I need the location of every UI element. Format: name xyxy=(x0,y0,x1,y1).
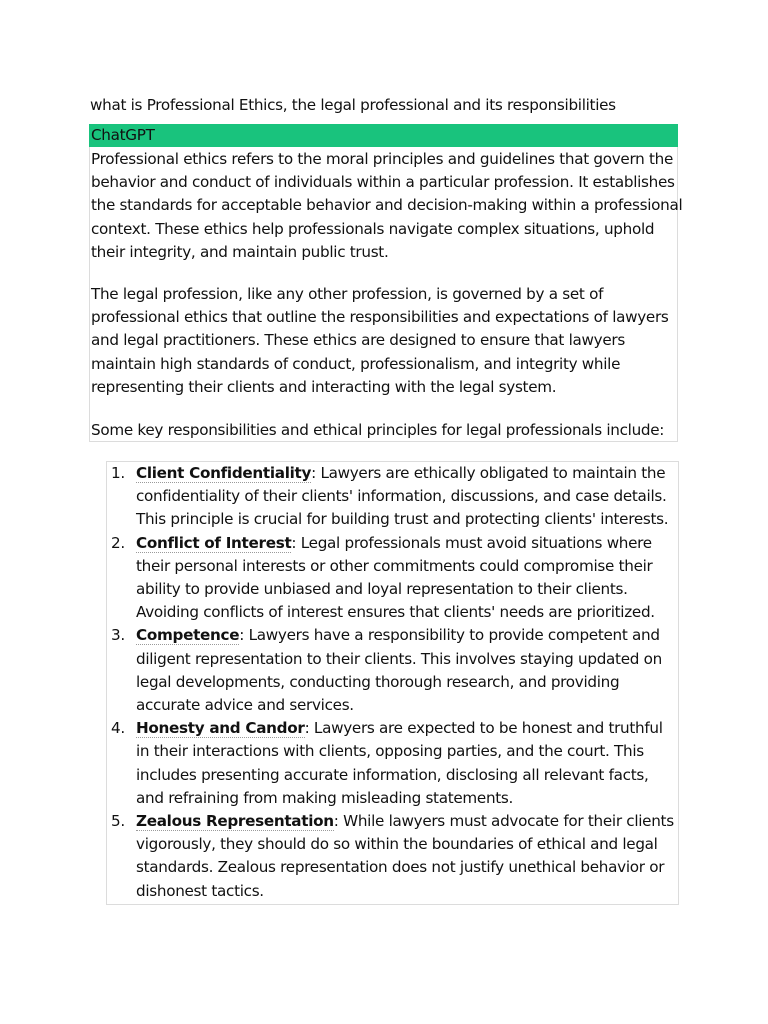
responsibilities-list xyxy=(106,461,679,903)
answer-paragraph-2: The legal profession, like any other profession, is governed by a set of professional ethics that outline the responsibilities and expectations of lawyers and legal practitioners. These ethics are designed to ensure that lawyers maintain high standards of conduct, professionalism, and integrity while representing their clients and interacting with the legal system. xyxy=(91,285,669,396)
list-item-number: 3. xyxy=(111,626,125,645)
list-item-text: : While lawyers must advocate for their clients vigorously, they should do so within the boundaries of ethical and legal standards. Zealous representation does not justify unethical behavior or dishonest tactics. xyxy=(136,812,674,900)
chatgpt-speaker-bar: ChatGPT xyxy=(89,124,678,147)
list-item-text: : Lawyers have a responsibility to provide competent and diligent representation to their clients. This involves staying updated on legal developments, conducting thorough research, and providing accurate advice and services. xyxy=(136,626,662,715)
list-item xyxy=(106,717,679,810)
user-question: what is Professional Ethics, the legal professional and its responsibilities xyxy=(90,96,616,114)
list-item-number: 5. xyxy=(111,812,125,831)
list-item xyxy=(106,810,679,903)
answer-paragraph-1: Professional ethics refers to the moral principles and guidelines that govern the behavior and conduct of individuals within a particular profession. It establishes the standards for acceptable behavior and decision-making within a professional context. These ethics help professionals navigate complex situations, uphold their integrity, and maintain public trust. xyxy=(91,150,683,261)
list-item-number: 4. xyxy=(111,719,125,738)
answer-paragraph-3: Some key responsibilities and ethical principles for legal professionals include: xyxy=(91,421,665,439)
list-item xyxy=(106,532,679,625)
list-item-term: Conflict of Interest xyxy=(136,533,292,552)
list-item-text: : Lawyers are expected to be honest and truthful in their interactions with clients, opposing parties, and the court. This includes presenting accurate information, disclosing all relevant facts, and refraining from making misleading statements. xyxy=(136,719,663,807)
list-item-text: : Lawyers are ethically obligated to maintain the confidentiality of their clients' information, discussions, and case details. This principle is crucial for building trust and protecting clients' interests. xyxy=(136,464,669,529)
list-item-term: Competence xyxy=(136,626,240,645)
list-item-term: Client Confidentiality xyxy=(136,464,312,482)
list-item xyxy=(106,462,679,532)
list-item-number: 1. xyxy=(111,464,125,482)
list-item-text: : Legal professionals must avoid situations where their personal interests or other commitments could compromise their ability to provide unbiased and loyal representation to their clients. Avoiding conflicts of interest ensures that clients' needs are prioritized. xyxy=(136,533,655,622)
list-item-number: 2. xyxy=(111,533,125,552)
list-item-term: Honesty and Candor xyxy=(136,719,305,738)
list-item-term: Zealous Representation xyxy=(136,812,334,831)
list-item xyxy=(106,624,679,717)
